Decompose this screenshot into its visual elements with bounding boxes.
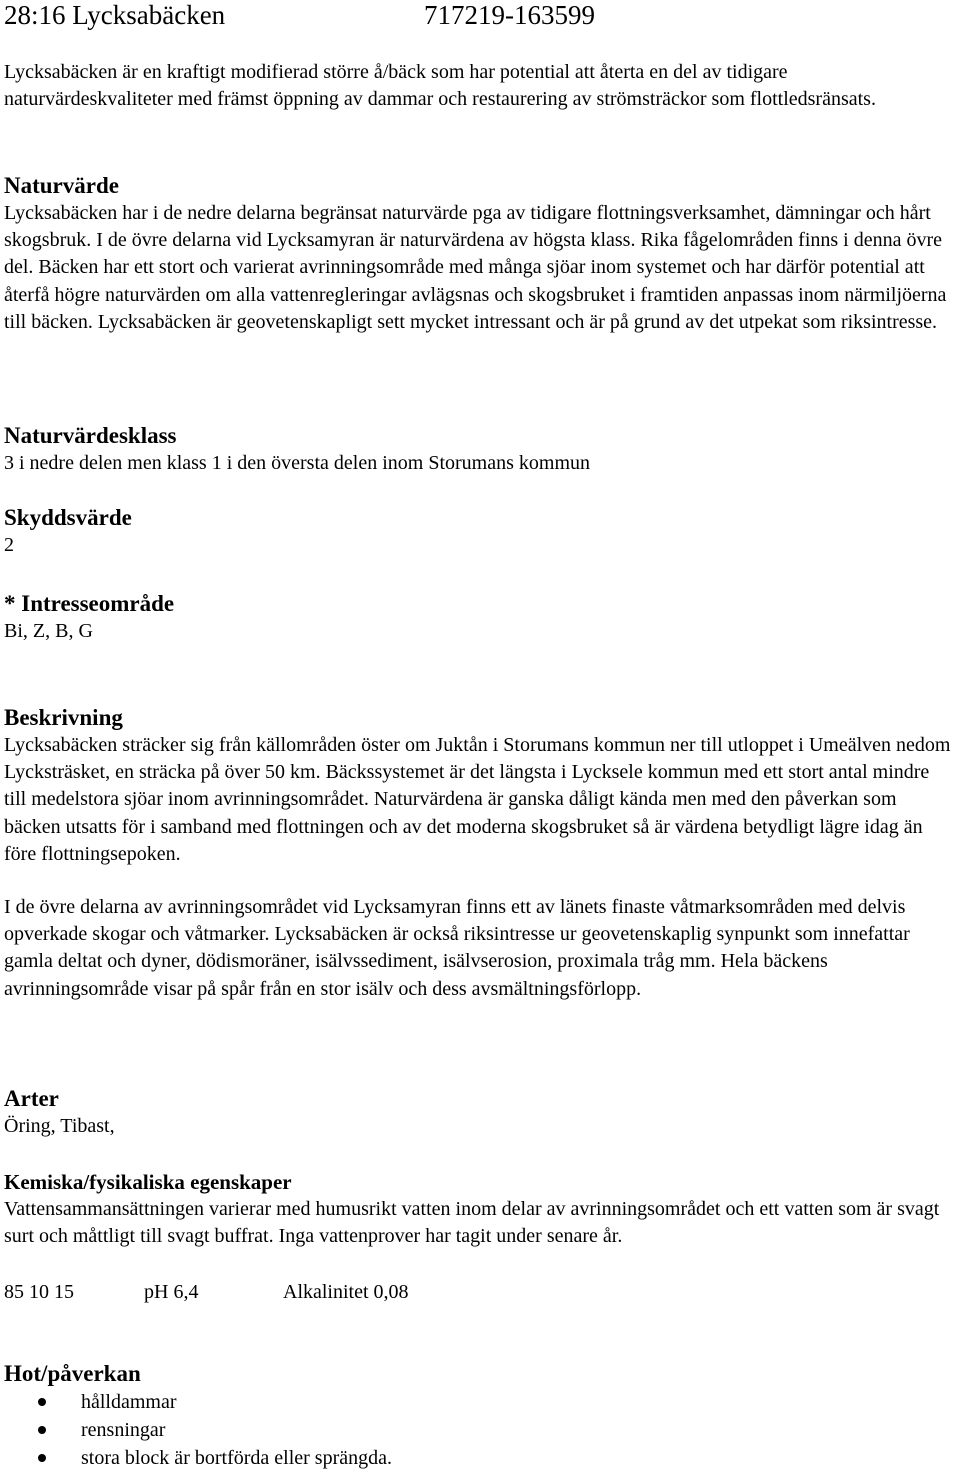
naturvarde-heading: Naturvärde <box>4 173 119 198</box>
threat-label: rensningar <box>81 1419 166 1441</box>
beskrivning-paragraph-2: I de övre delarna av avrinningsområdet vid Lycksamyran finns ett av länets finaste våtmarksområden med delvis opverkade skogar och våtmarker. Lycksabäcken är också riksintresse ur geovetenskaplig synpunkt som innefattar gamla deltat och dyner, dödismoräner, isälvssediment, isälvserosion, proximala tråg mm. Hela bäckens avrinningsområde visar på spår från en stor isälv och dess avsmältningsförlopp. <box>4 896 910 1000</box>
bullet-icon <box>38 1454 46 1462</box>
list-item <box>4 1444 956 1472</box>
hot-section <box>4 1360 956 1472</box>
intro-text: Lycksabäcken är en kraftigt modifierad större å/bäck som har potential att återta en del av tidigare naturvärdeskvaliteter med främst öppning av dammar och restaurering av strömsträckor som flottledsränsats. <box>4 61 876 111</box>
arter-text: Öring, Tibast, <box>4 1115 115 1137</box>
beskrivning-section <box>4 704 956 1003</box>
threat-label: stora block är bortförda eller sprängda. <box>81 1447 392 1469</box>
list-item <box>4 1416 956 1444</box>
sample-ph: pH 6,4 <box>144 1281 199 1303</box>
arter-section <box>4 1085 956 1140</box>
site-name: 28:16 Lycksabäcken <box>4 0 226 30</box>
arter-heading: Arter <box>4 1086 59 1111</box>
sample-date: 85 10 15 <box>4 1281 74 1303</box>
page-title <box>4 0 956 30</box>
intro-section <box>4 59 956 113</box>
naturvardesklass-heading: Naturvärdesklass <box>4 423 177 448</box>
hot-heading: Hot/påverkan <box>4 1361 141 1386</box>
list-item <box>4 1388 956 1416</box>
skyddsvarde-text: 2 <box>4 534 14 556</box>
water-sample-values <box>4 1278 956 1306</box>
threat-label: hålldammar <box>81 1391 177 1413</box>
beskrivning-paragraph-1: Lycksabäcken sträcker sig från källområden öster om Juktån i Storumans kommun ner till utloppet i Umeälven nedom Lycksträsket, en sträcka på över 50 km. Bäckssystemet är det längsta i Lycksele kommun med ett stort antal mindre till medelstora sjöar inom avrinningsområdet. Naturvärdena är ganska dåligt kända men med den påverkan som bäcken utsatts för i samband med flottningen och av det moderna skogsbruket så är värdena betydligt lägre idag än före flottningsepoken. <box>4 734 951 865</box>
naturvardesklass-text: 3 i nedre delen men klass 1 i den översta delen inom Storumans kommun <box>4 452 590 474</box>
intresseomrade-heading: * Intresseområde <box>4 591 175 616</box>
intresseomrade-section <box>4 590 956 645</box>
bullet-icon <box>38 1426 46 1434</box>
intresseomrade-text: Bi, Z, B, G <box>4 620 93 642</box>
kemiska-text: Vattensammansättningen varierar med humusrikt vatten inom delar av avrinningsområdet och ett vatten som är svagt surt och måttligt till svagt buffrat. Inga vattenprover har tagit under senare år. <box>4 1198 940 1248</box>
sample-alkalinitet: Alkalinitet 0,08 <box>283 1281 409 1303</box>
threat-list <box>4 1388 956 1472</box>
beskrivning-heading: Beskrivning <box>4 705 123 730</box>
naturvarde-section <box>4 172 956 336</box>
skyddsvarde-heading: Skyddsvärde <box>4 505 132 530</box>
skyddsvarde-section <box>4 504 956 559</box>
naturvardesklass-section <box>4 422 956 477</box>
naturvarde-text: Lycksabäcken har i de nedre delarna begränsat naturvärde pga av tidigare flottningsverksamhet, dämningar och hårt skogsbruk. I de övre delarna vid Lycksamyran är naturvärdena av högsta klass. Rika fågelområden finns i denna övre del. Bäcken har ett stort och varierat avrinningsområde med många sjöar inom systemet och har därför potential att återfå högre naturvärden om alla vattenregleringar avlägsnas och skogsbruket i framtiden anpassas inom närmiljöerna till bäcken. Lycksabäcken är geovetenskapligt sett mycket intressant och är på grund av det utpekat som riksintresse. <box>4 202 947 333</box>
kemiska-section <box>4 1169 956 1250</box>
site-id: 717219-163599 <box>424 0 595 30</box>
kemiska-heading: Kemiska/fysikaliska egenskaper <box>4 1170 292 1194</box>
bullet-icon <box>38 1398 46 1406</box>
